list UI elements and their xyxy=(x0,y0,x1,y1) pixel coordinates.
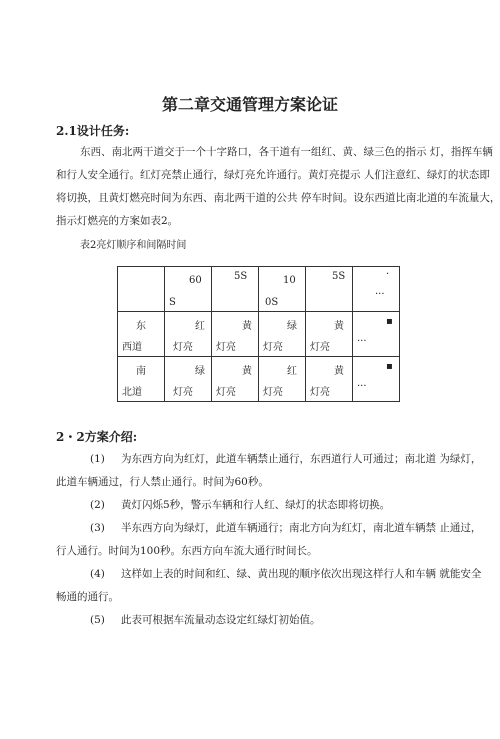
list-item-number: (4) xyxy=(90,568,105,580)
table-cell: 黄 灯亮 xyxy=(306,357,353,402)
table-cell: 绿 灯亮 xyxy=(165,357,212,402)
table-cell: 红 灯亮 xyxy=(259,357,306,402)
list-item-number: (5) xyxy=(90,614,105,626)
list-item-line: 此道车辆通过，行人禁止通行。时间为60秒。 xyxy=(56,476,269,488)
table-cell: ▪ ··· xyxy=(353,312,400,357)
list-item-line: 为东西方向为红灯，此道车辆禁止通行，东西道行人可通过；南北道 为绿灯， xyxy=(121,453,482,465)
list-item-line: 此表可根据车流量动态设定红绿灯初始值。 xyxy=(121,614,321,626)
table-cell: 5S xyxy=(306,267,353,312)
list-item-number: (1) xyxy=(90,453,105,465)
table-caption: 表2亮灯顺序和间隔时间 xyxy=(80,240,187,251)
table-cell xyxy=(118,267,165,312)
paragraph-line: 指示灯燃亮的方案如表2。 xyxy=(56,215,179,227)
table-cell: 10 0S xyxy=(259,267,306,312)
section-heading-plan-intro: 2・2方案介绍: xyxy=(56,430,138,444)
list-item-line: 畅通的通行。 xyxy=(56,591,119,603)
table-cell: ▪ ··· xyxy=(353,357,400,402)
list-item-number: (3) xyxy=(90,522,105,534)
paragraph-line: 和行人安全通行。红灯亮禁止通行，绿灯亮允许通行。黄灯亮提示 人们注意红、绿灯的状态即 xyxy=(56,169,490,181)
paragraph-line: 将切换，且黄灯燃亮时间为东西、南北两干道的公共 停车时间。设东西道比南北道的车流量大， xyxy=(56,192,500,204)
table-cell: 南 北道 xyxy=(118,357,165,402)
table-cell: 黄 灯亮 xyxy=(212,357,259,402)
list-item-line: 这样如上表的时间和红、绿、黄出现的顺序依次出现这样行人和车辆 就能安全 xyxy=(121,568,482,580)
table-cell: 黄 灯亮 xyxy=(306,312,353,357)
table-cell: · ··· xyxy=(353,267,400,312)
table-cell: 红 灯亮 xyxy=(165,312,212,357)
list-item-number: (2) xyxy=(90,499,105,511)
table-row xyxy=(118,357,400,402)
light-sequence-table xyxy=(117,266,400,402)
list-item-line: 半东西方向为绿灯，此道车辆通行；南北方向为红灯，南北道车辆禁 止通过， xyxy=(121,522,482,534)
list-item-line: 黄灯闪烁5秒，警示车辆和行人红、绿灯的状态即将切换。 xyxy=(121,499,391,511)
paragraph-line: 东西、南北两干道交于一个十字路口，各干道有一组红、黄、绿三色的指示 灯，指挥车辆 xyxy=(80,146,493,158)
table-row xyxy=(118,267,400,312)
table-cell: 5S xyxy=(212,267,259,312)
table-cell: 东 西道 xyxy=(118,312,165,357)
table-cell: 60 S xyxy=(165,267,212,312)
table-row xyxy=(118,312,400,357)
page-title: 第二章交通管理方案论证 xyxy=(161,95,338,114)
section-heading-design-task: 2.1设计任务: xyxy=(56,124,130,138)
table-cell: 绿 灯亮 xyxy=(259,312,306,357)
table-cell: 黄 灯亮 xyxy=(212,312,259,357)
list-item-line: 行人通行。时间为100秒。东西方向车流大通行时间长。 xyxy=(56,545,318,557)
